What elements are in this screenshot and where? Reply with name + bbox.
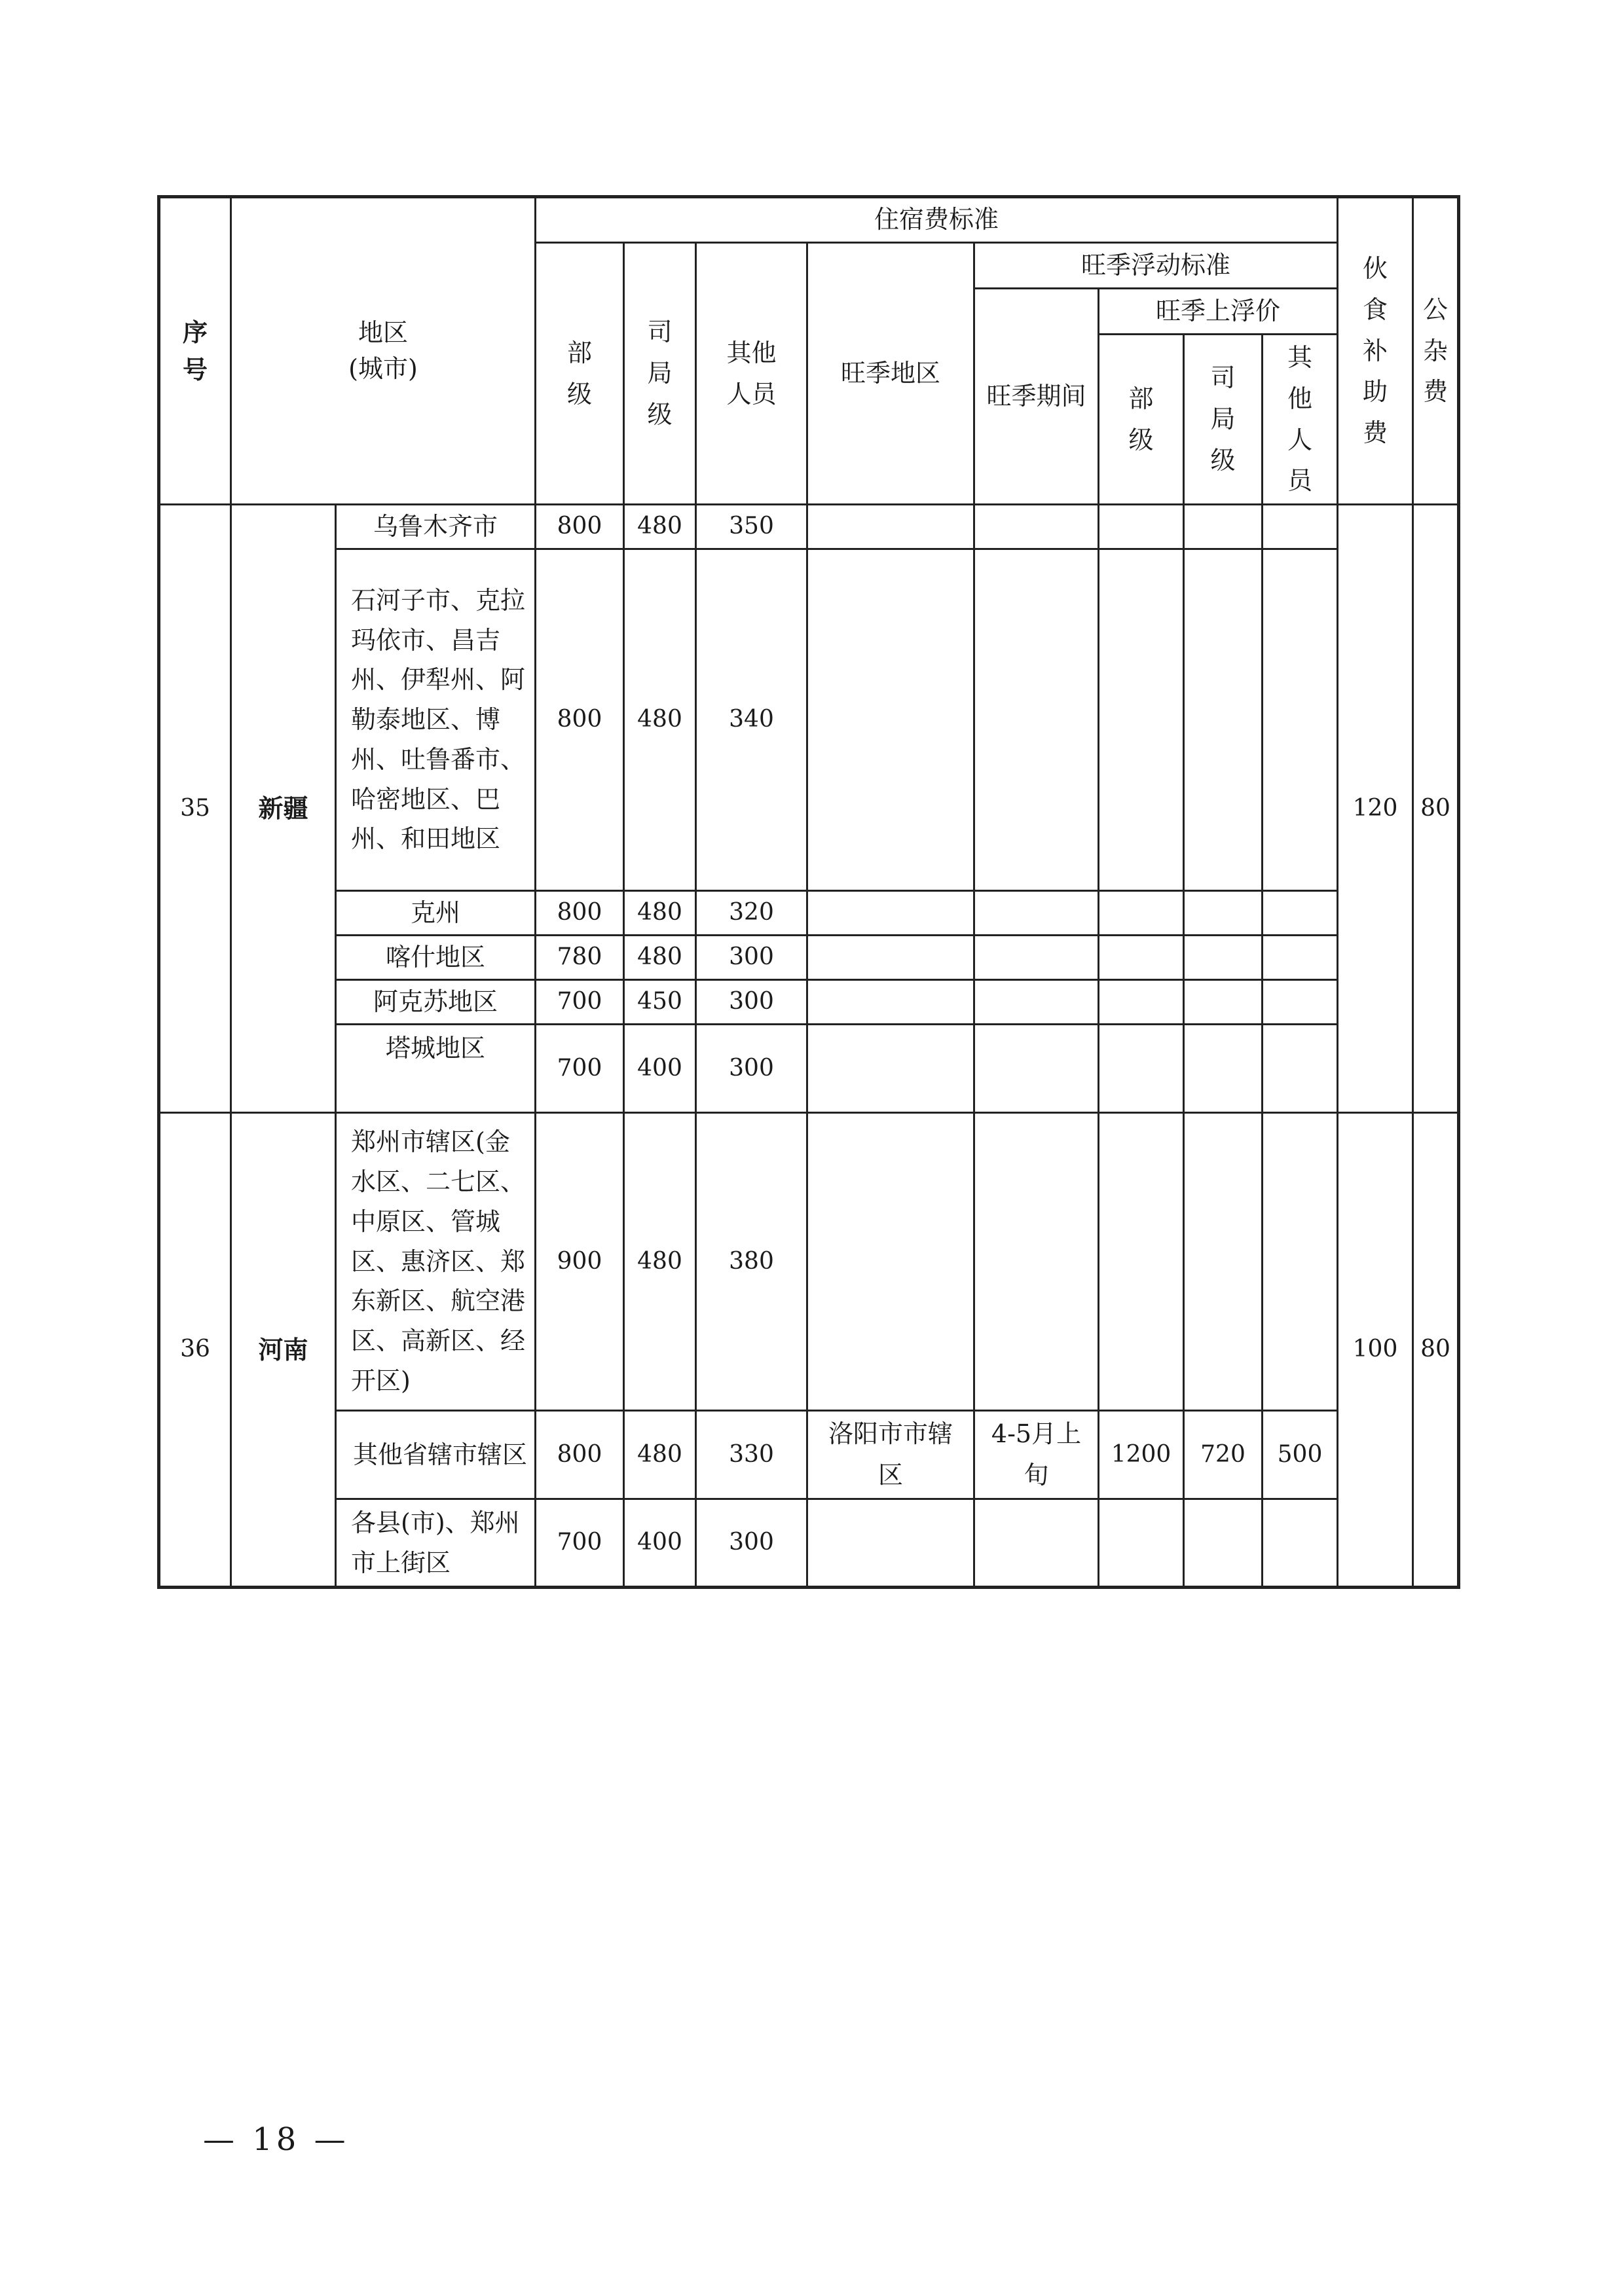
peak-period-cell (974, 549, 1099, 891)
table-row (159, 1113, 1459, 1411)
header-lodging: 住宿费标准 (536, 197, 1338, 243)
peak-minister-cell (1099, 1025, 1184, 1113)
minister-cell: 800 (536, 891, 624, 936)
peak-others-cell (1263, 936, 1338, 980)
bureau-cell: 400 (624, 1025, 696, 1113)
city-cell: 塔城地区 (336, 1025, 536, 1113)
peak-period-cell (974, 1113, 1099, 1411)
table-row (159, 936, 1459, 980)
misc-cell: 80 (1413, 1113, 1459, 1588)
header-peak-period: 旺季期间 (974, 289, 1099, 505)
others-cell: 330 (696, 1411, 807, 1499)
lodging-standard-table (157, 195, 1460, 1589)
bureau-cell: 480 (624, 1411, 696, 1499)
header-peak-minister: 部级 (1099, 335, 1184, 505)
minister-cell: 900 (536, 1113, 624, 1411)
bureau-cell: 450 (624, 980, 696, 1025)
header-meal: 伙食补助费 (1338, 197, 1413, 505)
province-cell: 河南 (231, 1113, 336, 1588)
peak-bureau-cell (1184, 1025, 1263, 1113)
others-cell: 350 (696, 505, 807, 549)
bureau-cell: 480 (624, 549, 696, 891)
table-row (159, 980, 1459, 1025)
peak-period-cell (974, 891, 1099, 936)
peak-minister-cell (1099, 936, 1184, 980)
table-row (159, 1411, 1459, 1499)
peak-others-cell (1263, 505, 1338, 549)
table-row (159, 505, 1459, 549)
peak-others-cell (1263, 549, 1338, 891)
page-number: — 18 — (203, 2121, 350, 2158)
bureau-cell: 480 (624, 936, 696, 980)
peak-minister-cell (1099, 980, 1184, 1025)
table-row (159, 549, 1459, 891)
header-region (231, 197, 536, 505)
header-region-sub: (城市) (348, 354, 418, 383)
peak-others-cell: 500 (1263, 1411, 1338, 1499)
peak-period-cell (974, 936, 1099, 980)
header-peak-region: 旺季地区 (807, 243, 974, 505)
peak-period-cell (974, 980, 1099, 1025)
minister-cell: 780 (536, 936, 624, 980)
peak-region-cell (807, 1113, 974, 1411)
table-row (159, 891, 1459, 936)
peak-region-cell (807, 1499, 974, 1588)
header-peak-bureau: 司局级 (1184, 335, 1263, 505)
minister-cell: 800 (536, 505, 624, 549)
peak-region-cell (807, 980, 974, 1025)
table-row (159, 1499, 1459, 1588)
header-peak-float: 旺季浮动标准 (974, 243, 1338, 289)
header-peak-others: 其他人员 (1263, 335, 1338, 505)
table-row (159, 1025, 1459, 1113)
others-cell: 380 (696, 1113, 807, 1411)
others-cell: 300 (696, 1025, 807, 1113)
others-cell: 340 (696, 549, 807, 891)
peak-period-cell (974, 1499, 1099, 1588)
header-others: 其他人员 (696, 243, 807, 505)
meal-cell: 120 (1338, 505, 1413, 1113)
bureau-cell: 480 (624, 1113, 696, 1411)
bureau-cell: 480 (624, 505, 696, 549)
peak-region-cell: 洛阳市市辖区 (807, 1411, 974, 1499)
peak-minister-cell (1099, 549, 1184, 891)
peak-bureau-cell (1184, 891, 1263, 936)
peak-minister-cell (1099, 505, 1184, 549)
misc-cell: 80 (1413, 505, 1459, 1113)
others-cell: 300 (696, 1499, 807, 1588)
peak-bureau-cell (1184, 549, 1263, 891)
peak-minister-cell (1099, 1113, 1184, 1411)
city-cell: 阿克苏地区 (336, 980, 536, 1025)
minister-cell: 700 (536, 980, 624, 1025)
header-misc: 公杂费 (1413, 197, 1459, 505)
peak-bureau-cell (1184, 980, 1263, 1025)
city-cell: 乌鲁木齐市 (336, 505, 536, 549)
others-cell: 300 (696, 936, 807, 980)
meal-cell: 100 (1338, 1113, 1413, 1588)
peak-others-cell (1263, 1499, 1338, 1588)
header-seq: 序号 (159, 197, 231, 505)
peak-region-cell (807, 505, 974, 549)
header-minister: 部级 (536, 243, 624, 505)
minister-cell: 700 (536, 1499, 624, 1588)
peak-others-cell (1263, 1025, 1338, 1113)
peak-bureau-cell: 720 (1184, 1411, 1263, 1499)
peak-period-cell (974, 505, 1099, 549)
seq-cell: 35 (159, 505, 231, 1113)
peak-others-cell (1263, 980, 1338, 1025)
province-cell: 新疆 (231, 505, 336, 1113)
city-cell: 郑州市辖区(金水区、二七区、中原区、管城区、惠济区、郑东新区、航空港区、高新区、经开区) (336, 1113, 536, 1411)
peak-bureau-cell (1184, 1113, 1263, 1411)
peak-region-cell (807, 936, 974, 980)
peak-minister-cell: 1200 (1099, 1411, 1184, 1499)
minister-cell: 800 (536, 1411, 624, 1499)
peak-others-cell (1263, 1113, 1338, 1411)
peak-minister-cell (1099, 891, 1184, 936)
seq-cell: 36 (159, 1113, 231, 1588)
peak-others-cell (1263, 891, 1338, 936)
peak-region-cell (807, 549, 974, 891)
peak-bureau-cell (1184, 936, 1263, 980)
peak-bureau-cell (1184, 1499, 1263, 1588)
others-cell: 320 (696, 891, 807, 936)
header-bureau: 司局级 (624, 243, 696, 505)
bureau-cell: 480 (624, 891, 696, 936)
peak-bureau-cell (1184, 505, 1263, 549)
others-cell: 300 (696, 980, 807, 1025)
peak-period-cell (974, 1025, 1099, 1113)
header-region-label: 地区 (358, 318, 408, 347)
peak-region-cell (807, 1025, 974, 1113)
peak-region-cell (807, 891, 974, 936)
peak-minister-cell (1099, 1499, 1184, 1588)
peak-period-cell: 4-5月上旬 (974, 1411, 1099, 1499)
minister-cell: 800 (536, 549, 624, 891)
city-cell: 喀什地区 (336, 936, 536, 980)
city-cell: 克州 (336, 891, 536, 936)
city-cell: 其他省辖市辖区 (336, 1411, 536, 1499)
minister-cell: 700 (536, 1025, 624, 1113)
city-cell: 石河子市、克拉玛依市、昌吉州、伊犁州、阿勒泰地区、博州、吐鲁番市、哈密地区、巴州、和田地区 (336, 549, 536, 891)
city-cell: 各县(市)、郑州市上街区 (336, 1499, 536, 1588)
header-peak-up: 旺季上浮价 (1099, 289, 1338, 335)
bureau-cell: 400 (624, 1499, 696, 1588)
